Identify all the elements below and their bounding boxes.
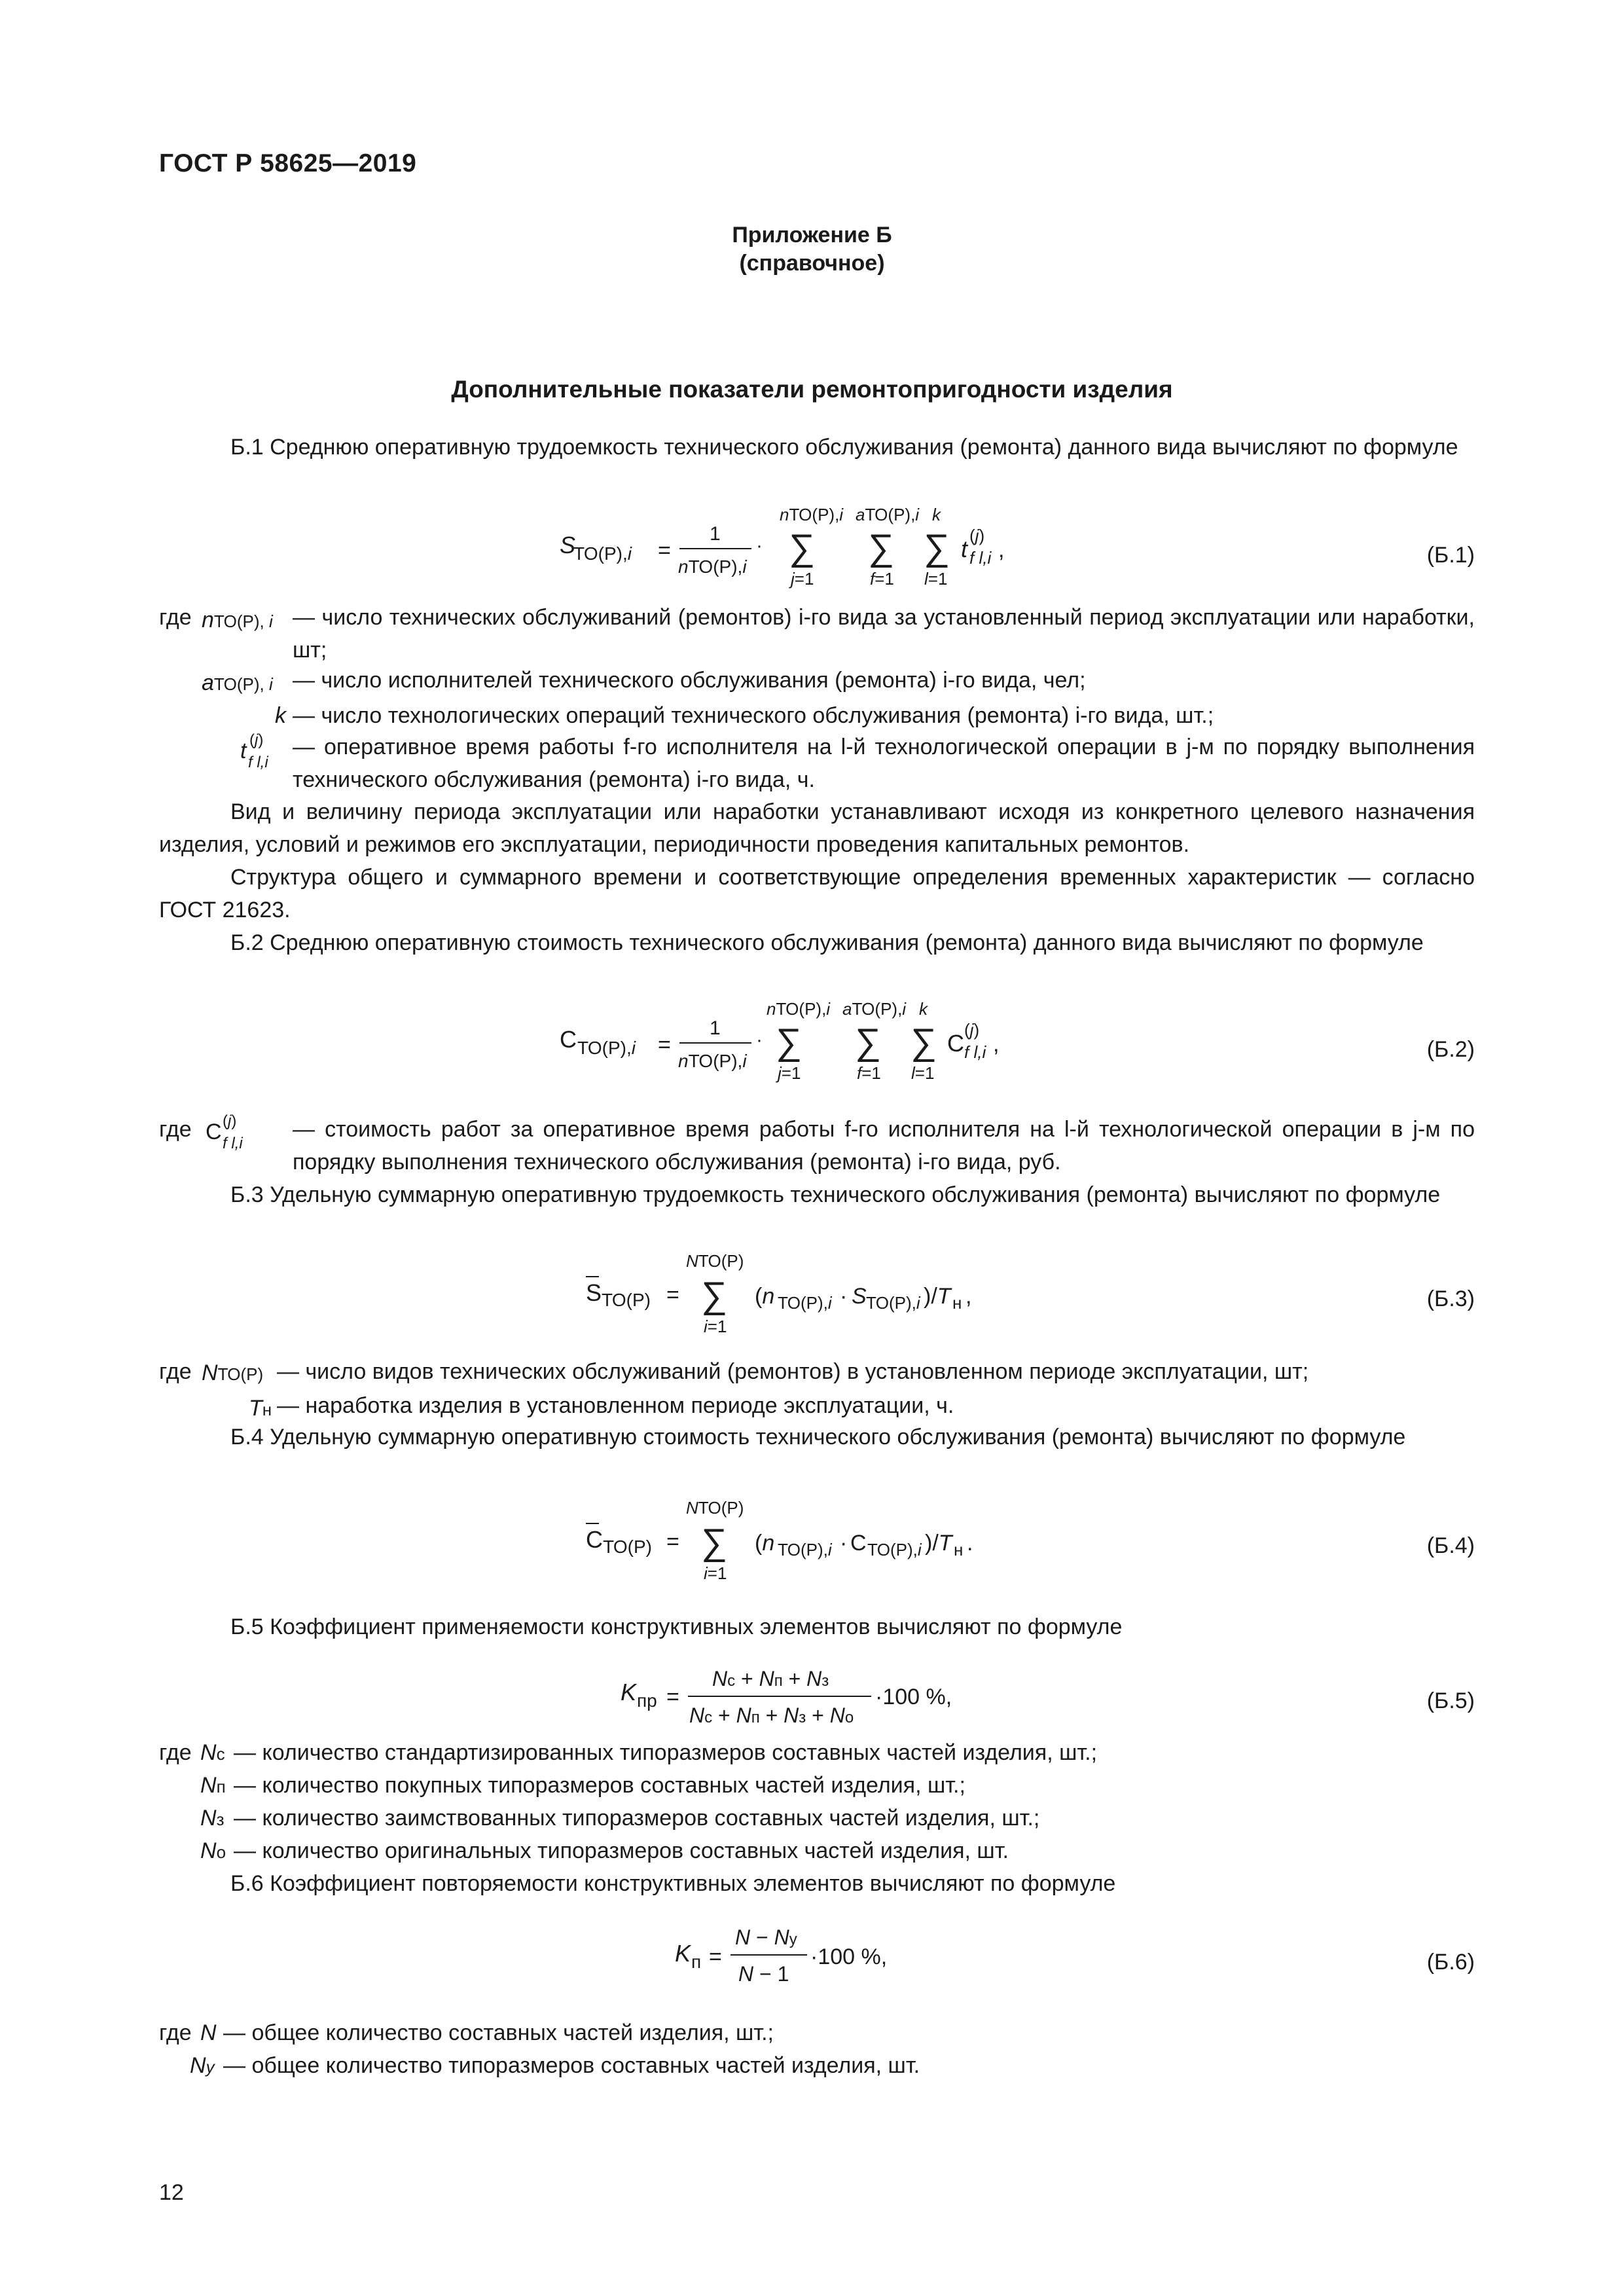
where-label-b5: где bbox=[159, 1740, 192, 1765]
symbol-No: Nо bbox=[200, 1838, 226, 1863]
svg-text:S: S bbox=[586, 1279, 602, 1306]
svg-text:,: , bbox=[965, 1284, 972, 1309]
svg-text:(j): (j) bbox=[223, 1112, 237, 1130]
svg-text:K: K bbox=[621, 1679, 637, 1705]
def-T-n: — наработка изделия в установленном периоде эксплуатации, ч. bbox=[277, 1393, 954, 1418]
svg-text:ТО(Р),i: ТО(Р),i bbox=[778, 1293, 832, 1313]
formula-b3-number: (Б.3) bbox=[1426, 1286, 1475, 1311]
svg-text:=: = bbox=[666, 1283, 679, 1307]
formula-b4 bbox=[159, 1494, 1475, 1605]
symbol-t bbox=[239, 728, 291, 790]
formula-b3 bbox=[159, 1247, 1475, 1358]
where-label-b6: где bbox=[159, 2020, 192, 2045]
symbol-Ny: Nу bbox=[190, 2053, 215, 2078]
svg-text:(n: (n bbox=[755, 1531, 775, 1556]
svg-text:C: C bbox=[206, 1120, 222, 1144]
svg-text:S: S bbox=[852, 1284, 867, 1309]
svg-text:пр: пр bbox=[637, 1690, 657, 1711]
svg-text:1: 1 bbox=[710, 523, 721, 545]
svg-text:k: k bbox=[932, 505, 941, 524]
svg-text:·: · bbox=[756, 535, 763, 556]
svg-text:f l,i: f l,i bbox=[223, 1135, 243, 1152]
def-N: — общее количество составных частей изделия, шт.; bbox=[223, 2020, 774, 2045]
page-number: 12 bbox=[159, 2180, 184, 2205]
svg-text:)/T: )/T bbox=[925, 1531, 952, 1556]
def-Ny: — общее количество типоразмеров составных частей изделия, шт. bbox=[223, 2053, 920, 2078]
svg-text:j=1: j=1 bbox=[791, 569, 814, 589]
symbol-n: nТО(Р), i bbox=[202, 608, 273, 632]
where-label-b3: где bbox=[159, 1359, 192, 1384]
svg-text:·100 %,: ·100 %, bbox=[875, 1685, 952, 1709]
svg-text:.: . bbox=[967, 1531, 973, 1556]
svg-text:N − 1: N − 1 bbox=[738, 1962, 789, 1986]
svg-text:C: C bbox=[586, 1526, 603, 1553]
formula-b6-number: (Б.6) bbox=[1426, 1950, 1475, 1975]
svg-text:∑: ∑ bbox=[789, 526, 815, 568]
svg-text:ТО(Р),i: ТО(Р),i bbox=[867, 1540, 922, 1559]
svg-text:aТО(Р),i: aТО(Р),i bbox=[856, 505, 920, 524]
svg-text:i=1: i=1 bbox=[704, 1317, 727, 1336]
svg-text:K: K bbox=[675, 1940, 691, 1967]
svg-text:=: = bbox=[658, 538, 671, 563]
svg-text:(j): (j) bbox=[969, 526, 985, 545]
svg-text:∑: ∑ bbox=[855, 1021, 881, 1062]
formula-b4-number: (Б.4) bbox=[1426, 1533, 1475, 1558]
formula-b2 bbox=[159, 999, 1475, 1113]
svg-text:∑: ∑ bbox=[701, 1521, 727, 1562]
formula-b1-number: (Б.1) bbox=[1426, 543, 1475, 568]
svg-text:∑: ∑ bbox=[776, 1021, 802, 1062]
svg-text:i=1: i=1 bbox=[704, 1563, 727, 1583]
def-Nz: — количество заимствованных типоразмеров составных частей изделия, шт.; bbox=[234, 1806, 1040, 1831]
svg-text:·: · bbox=[840, 1284, 848, 1309]
where-label-b2: где bbox=[159, 1117, 192, 1142]
svg-text:ТО(Р): ТО(Р) bbox=[603, 1537, 652, 1557]
formula-b6-graphic bbox=[159, 1905, 1475, 1997]
svg-text:nТО(Р),i: nТО(Р),i bbox=[767, 999, 831, 1019]
svg-text:·: · bbox=[840, 1531, 848, 1556]
svg-text:(j): (j) bbox=[249, 731, 264, 749]
standard-header: ГОСТ Р 58625—2019 bbox=[159, 149, 417, 177]
def-n-to: — число технических обслуживаний (ремонтов) i-го вида за установленный период эксплуатации или наработки, шт; bbox=[293, 605, 1475, 663]
svg-text:∑: ∑ bbox=[701, 1274, 727, 1315]
svg-text:ТО(Р),i: ТО(Р),i bbox=[573, 543, 632, 564]
svg-text:ТО(Р),i: ТО(Р),i bbox=[866, 1293, 920, 1313]
svg-text:)/T: )/T bbox=[924, 1284, 951, 1309]
svg-text:C: C bbox=[850, 1531, 867, 1556]
paragraph-b5: Б.5 Коэффициент применяемости конструктивных элементов вычисляют по формуле bbox=[230, 1614, 1123, 1639]
symbol-Nz: Nз bbox=[200, 1806, 225, 1831]
svg-text:C: C bbox=[947, 1030, 964, 1057]
svg-text:N − Nу: N − Nу bbox=[735, 1925, 797, 1949]
svg-text:∑: ∑ bbox=[868, 526, 894, 568]
def-a-to: — число исполнителей технического обслуживания (ремонта) i-го вида, чел; bbox=[293, 668, 1086, 693]
paragraph-structure: Структура общего и суммарного времени и соответствующие определения временных характеристик — согласно ГОСТ 21623. bbox=[159, 865, 1475, 922]
svg-text:C: C bbox=[560, 1026, 577, 1053]
appendix-title: Приложение Б bbox=[732, 223, 892, 247]
svg-text:ТО(Р): ТО(Р) bbox=[602, 1290, 651, 1310]
formula-b2-graphic bbox=[159, 999, 1475, 1113]
symbol-t-graphic bbox=[239, 728, 291, 780]
svg-text:,: , bbox=[998, 538, 1005, 562]
formula-b6 bbox=[159, 1905, 1475, 2016]
def-N-to: — число видов технических обслуживаний (ремонтов) в установленном периоде эксплуатации, шт; bbox=[277, 1359, 1309, 1384]
svg-text:k: k bbox=[919, 999, 928, 1019]
svg-text:l=1: l=1 bbox=[911, 1063, 935, 1083]
svg-text:nТО(Р),i: nТО(Р),i bbox=[678, 1051, 747, 1071]
svg-text:∑: ∑ bbox=[924, 526, 950, 568]
def-t: — оперативное время работы f-го исполнителя на l-й технологической операции в j-м по порядку выполнения технического обслуживания (ремонта) i-го вида, ч. bbox=[293, 735, 1475, 792]
def-No: — количество оригинальных типоразмеров составных частей изделия, шт. bbox=[234, 1838, 1009, 1863]
svg-text:1: 1 bbox=[710, 1017, 721, 1039]
symbol-c-graphic bbox=[204, 1109, 263, 1161]
svg-text:t: t bbox=[240, 738, 247, 763]
paragraph-period: Вид и величину периода эксплуатации или наработки устанавливают исходя из конкретного целевого назначения изделия, условий и режимов его эксплуатации, периодичности проведения капитальных ремонтов. bbox=[159, 799, 1475, 857]
svg-text:aТО(Р),i: aТО(Р),i bbox=[842, 999, 907, 1019]
svg-text:(n: (n bbox=[755, 1284, 775, 1309]
svg-text:=: = bbox=[666, 1685, 679, 1709]
symbol-T-n: Tн bbox=[249, 1396, 272, 1421]
svg-text:,: , bbox=[993, 1032, 1000, 1057]
svg-text:н: н bbox=[954, 1540, 964, 1559]
paragraph-b2: Б.2 Среднюю оперативную стоимость технического обслуживания (ремонта) данного вида вычисляют по формуле bbox=[230, 930, 1424, 955]
symbol-N: N bbox=[200, 2020, 217, 2045]
svg-text:ТО(Р),i: ТО(Р),i bbox=[778, 1540, 832, 1559]
svg-text:·100 %,: ·100 %, bbox=[810, 1944, 888, 1969]
svg-text:Nс + Nп + Nз + Nо: Nс + Nп + Nз + Nо bbox=[689, 1704, 854, 1727]
svg-text:=: = bbox=[658, 1032, 671, 1057]
svg-text:nТО(Р),i: nТО(Р),i bbox=[780, 505, 844, 524]
paragraph-b6: Б.6 Коэффициент повторяемости конструктивных элементов вычисляют по формуле bbox=[230, 1871, 1116, 1896]
svg-text:NТО(Р): NТО(Р) bbox=[686, 1498, 744, 1518]
def-k: — число технологических операций технического обслуживания (ремонта) i-го вида, шт.; bbox=[293, 703, 1214, 728]
def-Np: — количество покупных типоразмеров составных частей изделия, шт.; bbox=[234, 1773, 965, 1798]
svg-text:j=1: j=1 bbox=[778, 1063, 801, 1083]
appendix-heading bbox=[0, 223, 1624, 276]
svg-text:f l,i: f l,i bbox=[969, 548, 992, 568]
formula-b2-number: (Б.2) bbox=[1426, 1037, 1475, 1062]
symbol-a: aТО(Р), i bbox=[202, 670, 273, 695]
symbol-c bbox=[204, 1109, 263, 1171]
symbol-Np: Nп bbox=[200, 1773, 226, 1798]
section-title: Дополнительные показатели ремонтопригодности изделия bbox=[451, 376, 1173, 403]
svg-text:п: п bbox=[691, 1952, 702, 1972]
svg-text:·: · bbox=[756, 1029, 763, 1051]
svg-text:S: S bbox=[560, 532, 576, 558]
svg-text:Nс + Nп + Nз: Nс + Nп + Nз bbox=[712, 1667, 829, 1690]
svg-text:=: = bbox=[709, 1944, 722, 1969]
symbol-k: k bbox=[275, 703, 286, 728]
svg-text:f=1: f=1 bbox=[870, 569, 894, 589]
svg-text:nТО(Р),i: nТО(Р),i bbox=[678, 556, 747, 577]
appendix-subtitle: (справочное) bbox=[739, 251, 885, 276]
formula-b5-number: (Б.5) bbox=[1426, 1688, 1475, 1713]
svg-text:l=1: l=1 bbox=[924, 569, 948, 589]
svg-text:=: = bbox=[666, 1529, 679, 1554]
formula-b4-graphic bbox=[159, 1494, 1475, 1605]
symbol-Nc: Nс bbox=[200, 1740, 225, 1765]
def-Nc: — количество стандартизированных типоразмеров составных частей изделия, шт.; bbox=[234, 1740, 1098, 1765]
def-c: — стоимость работ за оперативное время работы f-го исполнителя на l-й технологической операции в j-м по порядку выполнения технического обслуживания (ремонта) i-го вида, руб. bbox=[293, 1117, 1475, 1175]
svg-text:ТО(Р),i: ТО(Р),i bbox=[577, 1038, 636, 1058]
paragraph-b3: Б.3 Удельную суммарную оперативную трудоемкость технического обслуживания (ремонта) вычисляют по формуле bbox=[230, 1182, 1441, 1207]
formula-b5-graphic bbox=[159, 1653, 1475, 1745]
svg-text:∑: ∑ bbox=[911, 1021, 937, 1062]
svg-text:t: t bbox=[961, 536, 968, 562]
svg-text:f l,i: f l,i bbox=[248, 754, 268, 771]
paragraph-b1: Б.1 Среднюю оперативную трудоемкость технического обслуживания (ремонта) данного вида вычисляют по формуле bbox=[230, 435, 1458, 460]
svg-text:NТО(Р): NТО(Р) bbox=[686, 1251, 744, 1271]
svg-text:f l,i: f l,i bbox=[964, 1042, 986, 1062]
svg-text:(j): (j) bbox=[964, 1020, 980, 1040]
where-label-b1: где bbox=[159, 605, 192, 630]
svg-text:н: н bbox=[952, 1293, 962, 1313]
paragraph-b4: Б.4 Удельную суммарную оперативную стоимость технического обслуживания (ремонта) вычисляют по формуле bbox=[230, 1425, 1406, 1449]
svg-text:f=1: f=1 bbox=[857, 1063, 881, 1083]
formula-b3-graphic bbox=[159, 1247, 1475, 1358]
symbol-N-to: NТО(Р) bbox=[202, 1360, 264, 1385]
